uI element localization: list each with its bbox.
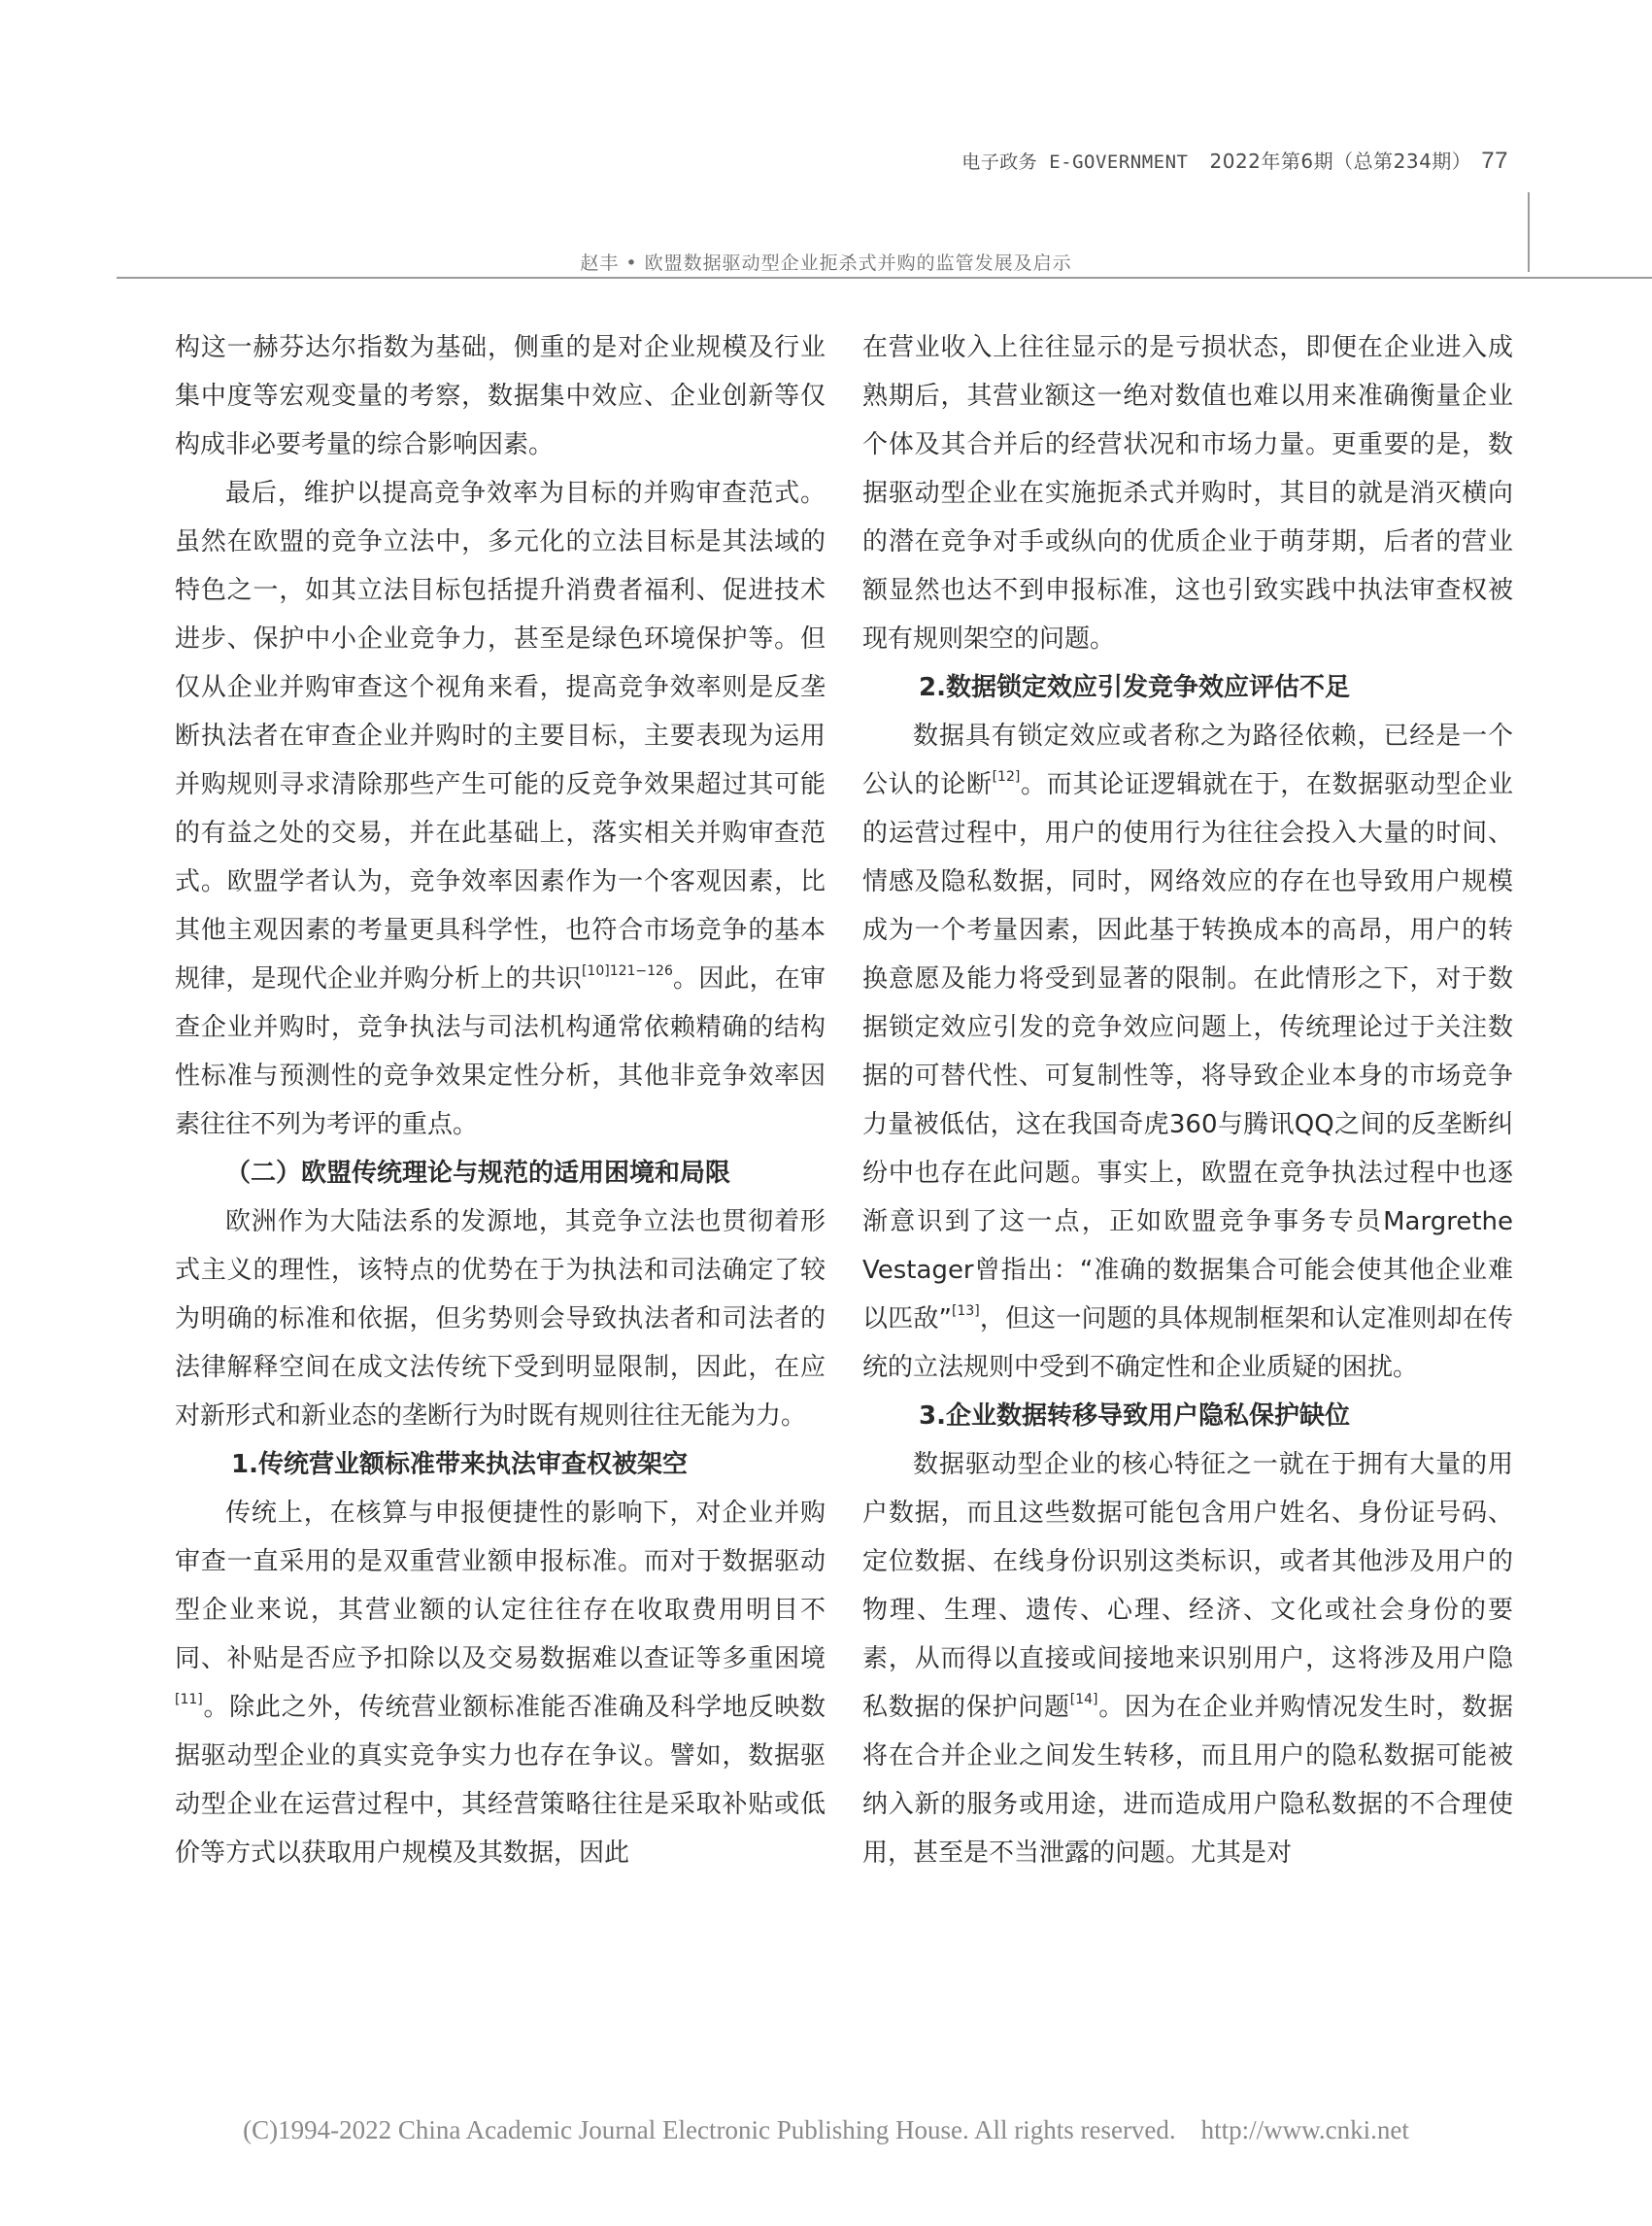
paragraph-text: 数据具有锁定效应或者称之为路径依赖，已经是一个公认的论断 [862,722,1513,799]
issue-info: 2022年第6期（总第234期） [1209,150,1472,173]
paragraph-text: 传统上，在核算与申报便捷性的影响下，对企业并购审查一直采用的是双重营业额申报标准。而对于数据驱动型企业来说，其营业额的认定往往存在收取费用明目不同、补贴是否应予扣除以及交易数据难以查证等多重困境 [175,1499,826,1673]
copyright-text: (C)1994-2022 China Academic Journal Electronic Publishing House. All rights reserved. [243,2115,1176,2144]
citation-ref: [14] [1069,1692,1098,1707]
footer-url: http://www.cnki.net [1200,2115,1409,2144]
paragraph-turnover [175,1489,826,1877]
paragraph-text: 。除此之外，传统营业额标准能否准确及科学地反映数据驱动型企业的真实竞争实力也存在争议。譬如，数据驱动型企业在运营过程中，其经营策略往往是采取补贴或低价等方式以获取用户规模及其数据，因此 [175,1693,826,1868]
paragraph-text: 。而其论证逻辑就在于，在数据驱动型企业的运营过程中，用户的使用行为往往会投入大量的时间、情感及隐私数据，同时，网络效应的存在也导致用户规模成为一个考量因素，因此基于转换成本的高昂，用户的转换意愿及能力将受到显著的限制。在此情形之下，对于数据锁定效应引发的竞争效应问题上，传统理论过于关注数据的可替代性、可复制性等，将导致企业本身的市场竞争力量被低估，这在我国奇虎360与腾讯QQ之间的反垄断纠纷中也存在此问题。事实上，欧盟在竞争执法过程中也逐渐意识到了这一点，正如欧盟竞争事务专员Margrethe Vestager曾指出：“准确的数据集合可能会使其他企业难以匹敌” [862,770,1513,1333]
paragraph-text: 。因此，在审查企业并购时，竞争执法与司法机构通常依赖精确的结构性标准与预测性的竞争效果定性分析，其他非竞争效率因素往往不列为考评的重点。 [175,964,826,1139]
left-column [175,323,826,1877]
page-header [961,146,1508,175]
paragraph-text: 数据驱动型企业的核心特征之一就在于拥有大量的用户数据，而且这些数据可能包含用户姓名、身份证号码、定位数据、在线身份识别这类标识，或者其他涉及用户的物理、生理、遗传、心理、经济、文化或社会身份的要素，从而得以直接或间接地来识别用户，这将涉及用户隐私数据的保护问题 [862,1450,1513,1722]
running-title: 赵丰 • 欧盟数据驱动型企业扼杀式并购的监管发展及启示 [580,253,1072,274]
citation-ref: [13] [951,1303,980,1319]
subsection-heading: 3.企业数据转移导致用户隐私保护缺位 [919,1401,1350,1431]
paragraph-civil-law: 欧洲作为大陆法系的发源地，其竞争立法也贯彻着形式主义的理性，该特点的优势在于为执法和司法确定了较为明确的标准和依据，但劣势则会导致执法者和司法者的法律解释空间在成文法传统下受到明显限制，因此，在应对新形式和新业态的垄断行为时既有规则往往无能为力。 [175,1207,826,1431]
header-rule [117,277,1652,279]
citation-ref: [12] [992,769,1021,785]
section-heading: （二）欧盟传统理论与规范的适用困境和局限 [225,1159,731,1188]
subsection-heading: 2.数据锁定效应引发竞争效应评估不足 [919,673,1350,702]
paragraph-privacy [862,1440,1513,1877]
paragraph-text: ，但这一问题的具体规制框架和认定准则却在传统的立法规则中受到不确定性和企业质疑的困扰。 [862,1304,1513,1382]
paragraph-continuation: 构这一赫芬达尔指数为基础，侧重的是对企业规模及行业集中度等宏观变量的考察，数据集中效应、企业创新等仅构成非必要考量的综合影响因素。 [175,333,826,459]
paragraph-lock-in [862,712,1513,1392]
journal-name: 电子政务 E-GOVERNMENT [961,152,1189,173]
right-column [862,323,1513,1877]
citation-ref: [10]121−126 [581,963,673,979]
subsection-heading: 1.传统营业额标准带来执法审查权被架空 [231,1450,688,1479]
paragraph-continuation: 在营业收入上往往显示的是亏损状态，即便在企业进入成熟期后，其营业额这一绝对数值也难以用来准确衡量企业个体及其合并后的经营状况和市场力量。更重要的是，数据驱动型企业在实施扼杀式并购时，其目的就是消灭横向的潜在竞争对手或纵向的优质企业于萌芽期，后者的营业额显然也达不到申报标准，这也引致实践中执法审查权被现有规则架空的问题。 [862,333,1513,654]
copyright-footer [0,2115,1652,2145]
paragraph-efficiency [175,469,826,1149]
paragraph-text: 。因为在企业并购情况发生时，数据将在合并企业之间发生转移，而且用户的隐私数据可能被纳入新的服务或用途，进而造成用户隐私数据的不合理使用，甚至是不当泄露的问题。尤其是对 [862,1693,1513,1868]
citation-ref: [11] [175,1692,203,1707]
page-number: 77 [1481,148,1508,174]
paragraph-text: 最后，维护以提高竞争效率为目标的并购审查范式。虽然在欧盟的竞争立法中，多元化的立法目标是其法域的特色之一，如其立法目标包括提升消费者福利、促进技术进步、保护中小企业竞争力，甚至是绿色环境保护等。但仅从企业并购审查这个视角来看，提高竞争效率则是反垄断执法者在审查企业并购时的主要目标，主要表现为运用并购规则寻求清除那些产生可能的反竞争效果超过其可能的有益之处的交易，并在此基础上，落实相关并购审查范式。欧盟学者认为，竞争效率因素作为一个客观因素，比其他主观因素的考量更具科学性，也符合市场竞争的基本规律，是现代企业并购分析上的共识 [175,479,826,994]
